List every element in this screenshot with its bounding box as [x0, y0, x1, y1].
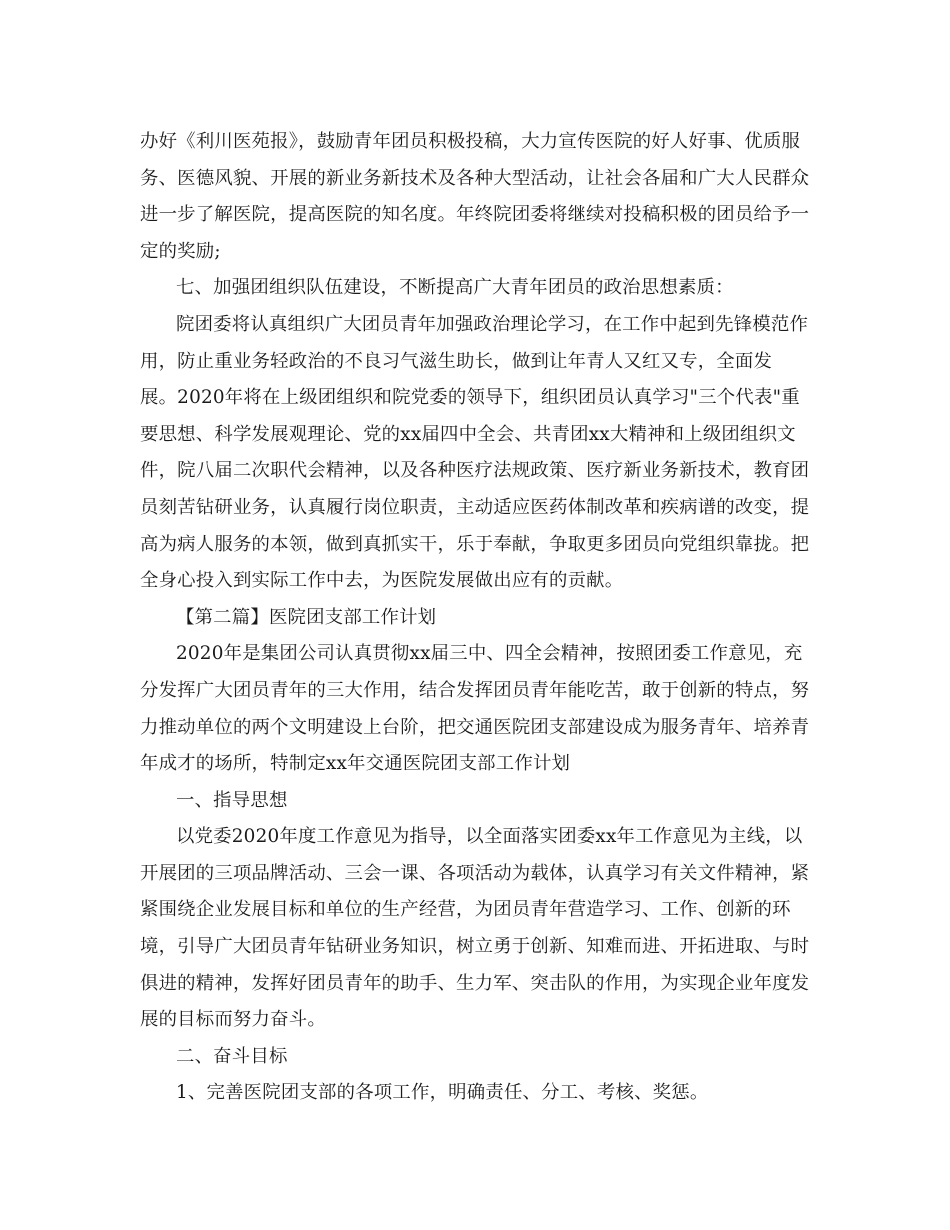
paragraph-line: 务、医德风貌、开展的新业务新技术及各种大型活动，让社会各届和广大人民群众: [140, 167, 810, 189]
list-item: 1、完善医院团支部的各项工作，明确责任、分工、考核、奖惩。: [176, 1082, 709, 1104]
paragraph-line: 员刻苦钻研业务，认真履行岗位职责，主动适应医药体制改革和疾病谱的改变，提: [140, 496, 810, 518]
section-heading-seven: 七、加强团组织队伍建设，不断提高广大青年团员的政治思想素质：: [176, 277, 734, 299]
paragraph-line: 2020年是集团公司认真贯彻xx届三中、四全会精神，按照团委工作意见，充: [176, 643, 803, 665]
paragraph-line: 进一步了解医院，提高医院的知名度。年终院团委将继续对投稿积极的团员给予一: [140, 204, 810, 226]
paragraph-line: 年成才的场所，特制定xx年交通医院团支部工作计划: [140, 753, 571, 775]
paragraph-line: 俱进的精神，发挥好团员青年的助手、生力军、突击队的作用，为实现企业年度发: [140, 972, 810, 994]
paragraph-line: 办好《利川医苑报》，鼓励青年团员积极投稿，大力宣传医院的好人好事、优质服: [140, 131, 801, 152]
paragraph-line: 境，引导广大团员青年钻研业务知识，树立勇于创新、知难而进、开拓进取、与时: [140, 936, 810, 958]
paragraph-line: 全身心投入到实际工作中去，为医院发展做出应有的贡献。: [140, 570, 624, 592]
paragraph-line: 定的奖励;: [140, 240, 221, 262]
paragraph-line: 展的目标而努力奋斗。: [140, 1009, 326, 1031]
paragraph-line: 要思想、科学发展观理论、党的xx届四中全会、共青团xx大精神和上级团组织文: [140, 423, 796, 445]
paragraph-line: 用，防止重业务轻政治的不良习气滋生助长，做到让年青人又红又专，全面发: [140, 350, 773, 372]
paragraph-line: 分发挥广大团员青年的三大作用，结合发挥团员青年能吃苦，敢于创新的特点，努: [140, 679, 810, 701]
section-title: 【第二篇】医院团支部工作计划: [176, 606, 437, 628]
paragraph-line: 紧围绕企业发展目标和单位的生产经营，为团员青年营造学习、工作、创新的环: [140, 899, 791, 921]
paragraph-line: 展。2020年将在上级团组织和院党委的领导下，组织团员认真学习"三个代表"重: [140, 387, 800, 409]
section-heading-goals: 二、奋斗目标: [176, 1045, 288, 1067]
paragraph-line: 件，院八届二次职代会精神，以及各种医疗法规政策、医疗新业务新技术，教育团: [140, 460, 810, 482]
paragraph-line: 院团委将认真组织广大团员青年加强政治理论学习，在工作中起到先锋模范作: [176, 313, 809, 335]
paragraph-line: 开展团的三项品牌活动、三会一课、各项活动为载体，认真学习有关文件精神，紧: [140, 862, 810, 884]
section-heading-guiding-ideology: 一、指导思想: [176, 789, 288, 811]
paragraph-line: 力推动单位的两个文明建设上台阶，把交通医院团支部建设成为服务青年、培养青: [140, 716, 810, 738]
paragraph-line: 高为病人服务的本领，做到真抓实干，乐于奉献，争取更多团员向党组织靠拢。把: [140, 533, 810, 555]
paragraph-line: 以党委2020年度工作意见为指导，以全面落实团委xx年工作意见为主线，以: [176, 826, 803, 848]
document-page: [140, 124, 812, 1112]
